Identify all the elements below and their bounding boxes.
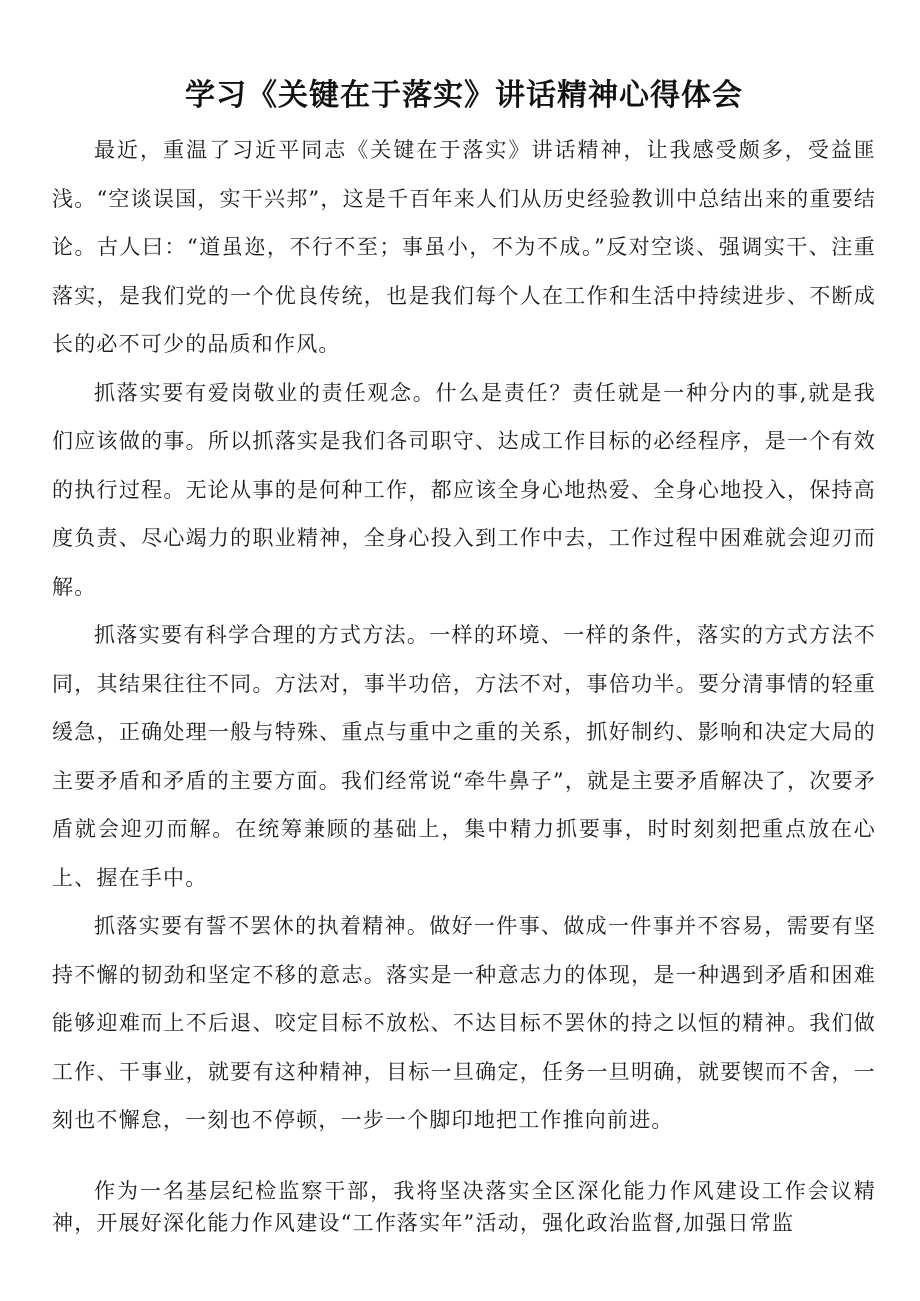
paragraph-responsibility: 抓落实要有爱岗敬业的责任观念。什么是责任？责任就是一种分内的事,就是我们应该做的事。所以抓落实是我们各司职守、达成工作目标的必经程序，是一个有效的执行过程。无论从事的是何种工作，都应该全身心地热爱、全身心地投入，保持高度负责、尽心竭力的职业精神，全身心投入到工作中去，工作过程中困难就会迎刃而解。 xyxy=(52,380,876,599)
document-title: 学习《关键在于落实》讲话精神心得体会 xyxy=(185,78,743,113)
paragraph-intro: 最近，重温了习近平同志《关键在于落实》讲话精神，让我感受颇多，受益匪浅。“空谈误国，实干兴邦”，这是千百年来人们从历史经验教训中总结出来的重要结论。古人曰：“道虽迩，不行不至；事虽小，不为不成。”反对空谈、强调实干、注重落实，是我们党的一个优良传统，也是我们每个人在工作和生活中持续进步、不断成长的必不可少的品质和作风。 xyxy=(52,138,876,356)
paragraph-perseverance: 抓落实要有誓不罢休的执着精神。做好一件事、做成一件事并不容易，需要有坚持不懈的韧劲和坚定不移的意志。落实是一种意志力的体现，是一种遇到矛盾和困难能够迎难而上不后退、咬定目标不放松、不达目标不罢休的持之以恒的精神。我们做工作、干事业，就要有这种精神，目标一旦确定，任务一旦明确，就要锲而不舍，一刻也不懈怠，一刻也不停顿，一步一个脚印地把工作推向前进。 xyxy=(52,914,876,1132)
paragraph-commitment: 作为一名基层纪检监察干部，我将坚决落实全区深化能力作风建设工作会议精神，开展好深化能力作风建设“工作落实年”活动，强化政治监督,加强日常监 xyxy=(52,1178,876,1235)
paragraph-methods: 抓落实要有科学合理的方式方法。一样的环境、一样的条件，落实的方式方法不同，其结果往往不同。方法对，事半功倍，方法不对，事倍功半。要分清事情的轻重缓急，正确处理一般与特殊、重点与重中之重的关系，抓好制约、影响和决定大局的主要矛盾和矛盾的主要方面。我们经常说“牵牛鼻子”，就是主要矛盾解决了，次要矛盾就会迎刃而解。在统筹兼顾的基础上，集中精力抓要事，时时刻刻把重点放在心上、握在手中。 xyxy=(52,623,876,890)
